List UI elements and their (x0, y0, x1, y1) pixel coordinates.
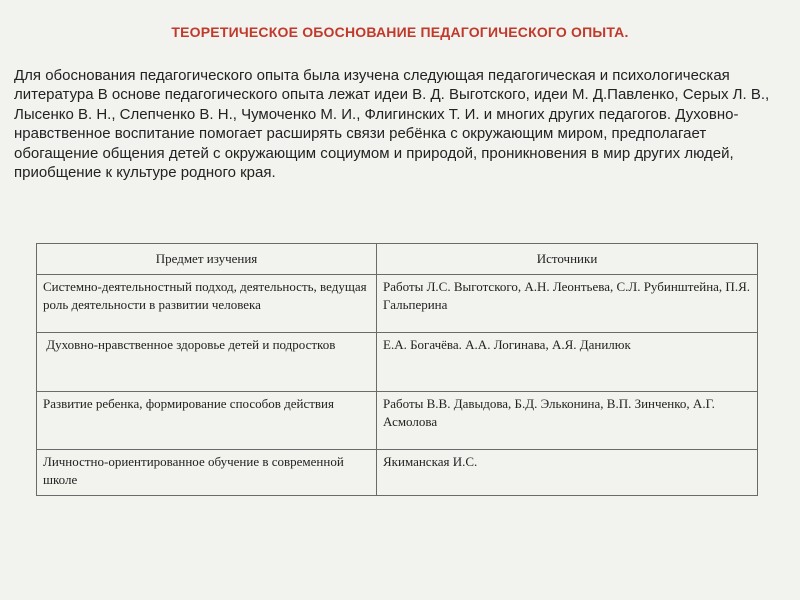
sources-cell: Работы Л.С. Выготского, А.Н. Леонтьева, С.Л. Рубинштейна, П.Я. Гальперина (377, 275, 758, 333)
sources-cell: Якиманская И.С. (377, 450, 758, 496)
table-row (37, 450, 758, 496)
table-row (37, 392, 758, 450)
sources-cell: Работы В.В. Давыдова, Б.Д. Эльконина, В.П. Зинченко, А.Г. Асмолова (377, 392, 758, 450)
table-row (37, 333, 758, 392)
subject-cell: Развитие ребенка, формирование способов действия (37, 392, 377, 450)
header-subject: Предмет изучения (37, 244, 377, 275)
table-header-row (37, 244, 758, 275)
subject-cell: Личностно-ориентированное обучение в современной школе (37, 450, 377, 496)
header-sources: Источники (377, 244, 758, 275)
subject-cell: Системно-деятельностный подход, деятельность, ведущая роль деятельности в развитии человека (37, 275, 377, 333)
slide-title: ТЕОРЕТИЧЕСКОЕ ОБОСНОВАНИЕ ПЕДАГОГИЧЕСКОГО ОПЫТА. (171, 24, 629, 40)
table-row (37, 275, 758, 333)
sources-table (36, 243, 758, 496)
intro-paragraph: Для обоснования педагогического опыта была изучена следующая педагогическая и психологическая литература В основе педагогического опыта лежат идеи В. Д. Выготского, идеи М. Д.Павленко, Серых Л. В., Лысенко В. Н., Слепченко В. Н., Чумоченко М. И., Флигинских Т. И. и многих других педагогов. Духовно-нравственное воспитание помогает расширять связи ребёнка с окружающим миром, предполагает обогащение общения детей с окружающим социумом и природой, проникновения в мир других людей, приобщение к культуре родного края. (14, 67, 770, 182)
subject-cell: Духовно-нравственное здоровье детей и подростков (37, 333, 377, 392)
sources-cell: Е.А. Богачёва. А.А. Логинава, А.Я. Данилюк (377, 333, 758, 392)
